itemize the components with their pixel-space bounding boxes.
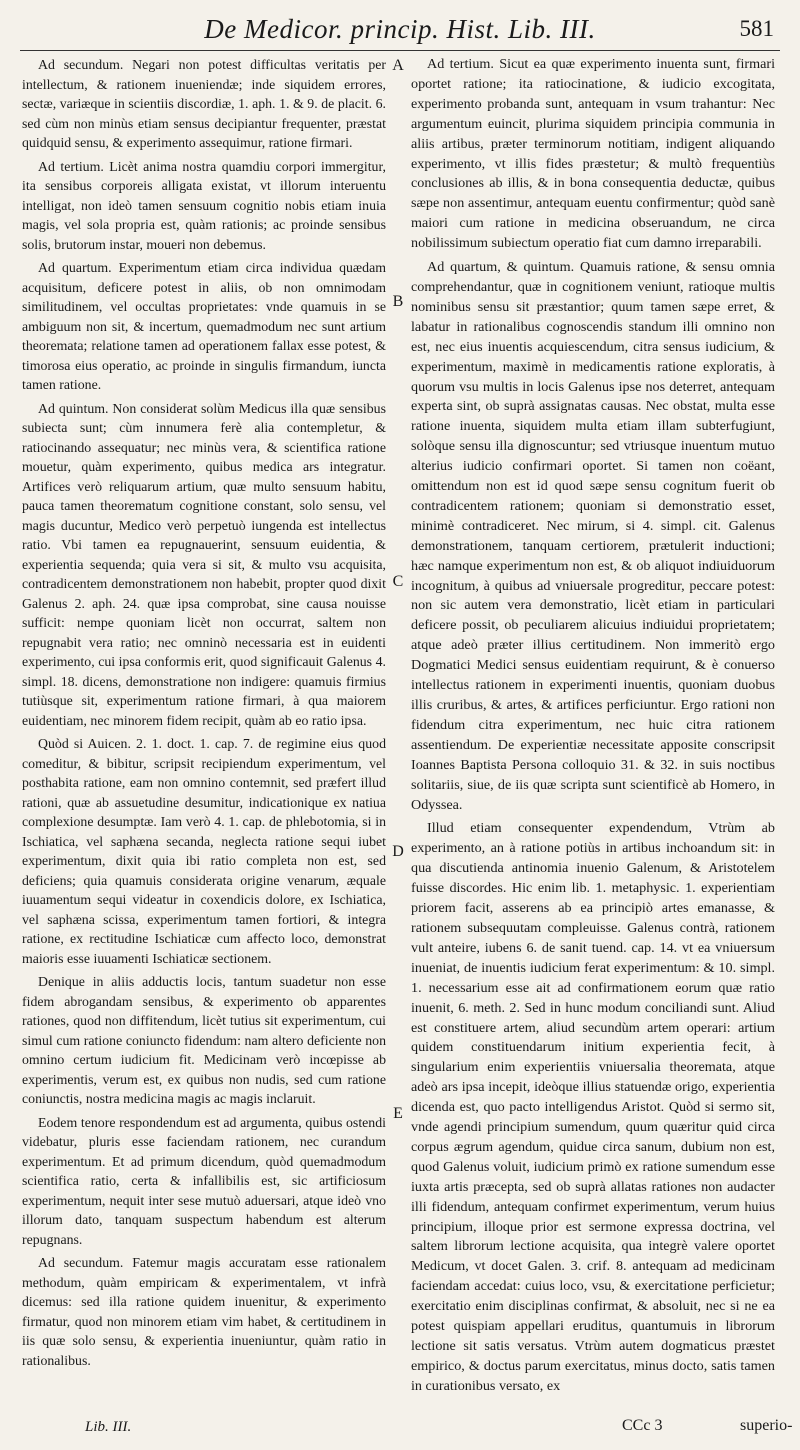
paragraph: Ad quartum, & quintum. Quamuis ratione, & sensu omnia comprehendantur, quæ in cognitionem veniunt, ratioque multis nominibus sensu sit præstantior; quum tamen sæpe erret, & labatur in rationalibus cognoscendis standum illi omnino non est, nec eius inuentis acquiescendum, citra sensus iudicium, & experimentum, maximè in medicamentis ratione exploratis, à quorum vsu multis in locis Galenus ipse nos deterret, antequam experta sint, ob suprà assignatas causas. Nec obstat, multa esse ratione inuenta, siquidem multa etiam illam subterfugiunt, solòque sensu illa dignoscuntur; sed vtriusque inuentum mutuo alterius iudicio confirmari oportet. Si tamen non coëant, omittendum non est id quod sæpe sensu cognitum fuerit ob contradicentem rationem; quoniam si demonstratio esset, minimè contradiceret. Nec mirum, si 4. simpl. cit. Galenus demonstrationem, tanquam certiorem, prætulerit inductioni; hæc namque experimentum non est, & ob aliquot indiuiduorum incognitum, à quibus ad vniuersale progreditur, peccare potest: non sic autem vera demonstratio, licèt etiam in particulari deficere possit, ob peculiarem alicuius indiuidui proprietatem; atque adeò præter illius certitudinem. Non immeritò ergo Dogmatici Medici sensus euidentiam requirunt, & è conuerso intellectus rationem in experimenti inuentis, quoniam duobus illis cruribus, & artes, & artifices perficiuntur. Ergo rationi non fidendum citra experimentum, nec huic citra rationem assentiendum. De experientiæ necessitate apposite conscripsit Ioannes Baptista Persona colloquio 31. & 32. in suis noctibus solitariis, siue, de iis quæ scripta sunt scientificè ab Homero, in Odyssea. <box>411 259 775 813</box>
catchword: superio- <box>740 1417 793 1434</box>
paragraph: Ad secundum. Negari non potest difficultas veritatis per intellectum, & rationem inueniendæ; inde siquidem errores, sectæ, variæque in scientiis discordiæ, 1. aph. 1. & 9. de placit. 6. sed cùm non minùs etiam sensus decipiantur frequenter, præstat quidquid sensu, & experimento assequimur, ratione firmari. <box>22 57 386 150</box>
paragraph: Quòd si Auicen. 2. 1. doct. 1. cap. 7. de regimine eius quod comeditur, & bibitur, scripsit recipiendum experimentum, vel posthabita ratione, eam non omnino contemnit, sed præfert illud rationi, quæ ab assuetudine desumitur, indicationique ex natiua complexione desumptæ. Iam verò 4. 1. cap. de phlebotomia, si in Ischiatica, vel saphæna secanda, neglecta ratione sequi iubet experimentum, dixit quia ibi ratio completa non est, sed deficiens; quia quamuis considerata origine venarum, æquale iuuamentum sequi videatur in coxendicis dolore, ex Ischiatica, vel saphæna scissa, experimentum tamen fortiori, & integra ratione, ex rectitudine Ischiaticæ cum affecto loco, demonstrat maioris esse iuuamenti Ischiaticæ sectionem. <box>22 736 386 966</box>
signature-mark: CCc 3 <box>622 1417 663 1434</box>
paragraph: Denique in aliis adductis locis, tantum suadetur non esse fidem abrogandam sensibus, & experimento ob apparentes rationes, quod non diffitendum, licèt tutius sit experimentum, cui simul cum ratione coniuncto fidendum: nam altero deficiente non omnino certum iudicium fit. Medicinam verò incœpisse ab experimentis, verum est, ex quibus non nudis, sed cum ratione coniunctis, nostra medicina magis ac magis inclaruit. <box>22 974 386 1106</box>
page-number: 581 <box>739 16 774 41</box>
running-title: De Medicor. princip. Hist. Lib. III. <box>204 14 596 44</box>
header-rule <box>20 50 780 51</box>
paragraph: Eodem tenore respondendum est ad argumenta, quibus ostendi videbatur, pluris esse faciendam rationem, nec curandum experimentum. Et ad primum dicendum, quòd quemadmodum scientifica ratio, certa & infallibilis est, sic artificiosum experimentum, nequit inter sese mutuò aduersari, atque ideò vno illorum dato, tanquam suspectum habendum est alterum repugnans. <box>22 1114 386 1247</box>
left-column <box>22 55 386 1374</box>
section-marker: E <box>393 1105 403 1122</box>
right-column <box>411 55 775 1401</box>
signature-line: Lib. III. <box>85 1419 132 1435</box>
section-marker: D <box>392 843 404 860</box>
paragraph: Ad tertium. Licèt anima nostra quamdiu corpori immergitur, ita sensibus corporeis alligata existat, vt illorum interuentu intelligat, non ideò tamen sensuum cognitio nobis etiam inuia magis, vel sola propria est, quàm rationis; ac proinde sensibus solis, brutorum instar, moueri non debemus. <box>22 158 386 252</box>
section-marker: A <box>392 57 404 74</box>
section-marker: C <box>392 573 404 590</box>
section-markers <box>384 55 408 1355</box>
paragraph: Ad tertium. Sicut ea quæ experimento inuenta sunt, firmari oportet ratione; ita ratiocinatione, & iudicio excogitata, experimento probanda sunt, antequam in vsum trahantur: Nec argumentum euincit, plurima siquidem principia communia in aliis artibus, præter terminorum notitiam, indigent aliquando experimento, vt illis fides præstetur; & multò frequentiùs conclusiones ab illis, & in bona consequentia deductæ, quibus sæpe non assentimur, antequam euentu confirmentur; quòd sanè maiori cum ratione in medicina obseruandum, ne circa nobilissimum subiectum operatio fiat cum damno irreparabili. <box>411 56 775 252</box>
paragraph: Ad quintum. Non considerat solùm Medicus illa quæ sensibus subiecta sunt; cùm innumera ferè alia contempletur, & ratiocinando assequatur; nec minùs vera, & scientifica ratione mouetur, quàm experimento, quibus medica ars integratur. Artifices verò reliquarum artium, quæ multo sensuum habitu, pauca tamen theorematum cognitione constant, solo sensu, vel magis ducuntur, Medico verò perpetuò iungenda est intellectus ratio. Vbi tamen ea repugnauerint, sensuum euidentia, & experientia sequenda; quia vera si sit, & multo vsu acquisita, contradicentem demonstrationem non habebit, propter quod dixit Galenus 2. aph. 24. quæ ipsa comprobat, sine causa nouisse sufficit: nempe quoniam licèt non occurrat, saltem non repugnabit vera ratio; nec omninò necessaria est in euidenti experimento, cui ipsa conformis erit, quod significauit Galenus 4. simpl. 18. dicens, demonstratione non indigere: quamuis firmius tutiùsque sit, experimentum ratione firmari, à qua maiorem euidentiam, nec minorem fidem recipit, quàm ab eo ratio ipsa. <box>22 400 386 728</box>
paragraph: Ad secundum. Fatemur magis accuratam esse rationalem methodum, quàm empiricam & experimentalem, vt infrà dicemus: sed illa ratione quidem inuenitur, & experimento firmatur, quod non minorem etiam vim habet, & certitudinem in iis quæ solo sensu, & experientia inueniuntur, quàm ratio in rationalibus. <box>22 1255 386 1368</box>
section-marker: B <box>392 293 404 310</box>
page-header <box>0 14 800 54</box>
paragraph: Illud etiam consequenter expendendum, Vtrùm ab experimento, an à ratione potiùs in artibus inchoandum sit: in qua discutienda antinomia inuenio Galenum, & Aristotelem fuisse discordes. Hic enim lib. 1. metaphysic. 1. experientiam priorem facit, asserens ab ea principiò artes emanasse, & rationem subsequutam compleuisse. Galenus contrà, rationem vult anteire, iubens 6. de sanit tuend. cap. 14. vt ea vniuersum inueniat, de inuentis iudicium ferat experimentum: & 10. simpl. 1. necessarium esse ait ad confirmationem eorum quæ ratio inuenit, 6. meth. 2. Sed in hunc modum conciliandi sunt. Aliud est constituere artem, aliud secundùm artem operari: artium quidem constituendarum initium experientia fecit, à singularium enim experientiis vniuersalia theoremata, atque adeò ars ipsa incepit, ideòque illius statuendæ origo, experientia dicenda est, quo pacto intelligendus Aristot. Quòd si sermo sit, vnde agendi principium sumendum, quum quæritur quid circa corpus ægrum agendum, quidue circa sanum, dubium non est, quod Galenus voluit, iudicium primò ex ratione sumendum esse iuxta artis præcepta, sed ob suprà allatas rationes non audacter illi fidendum, antequam confirmet experimentum, verum huius principium, illoque prior est sermone expressa doctrina, vel saltem librorum lectione acquisita, qua integrè valere oportet Medicum, vt docet Galen. 3. crif. 8. antequam ad medicinam faciendam accedat: cuius loco, vsu, & exercitatione perficietur; exercitatio enim disciplinas confirmat, & absoluit, nec si ne ea potest quispiam appellari eruditus, quantumuis in librorum lectione sit satis versatus. Vtrùm autem dogmaticus præstet empirico, & doctus parum exercitatus, minus docto, satis tamen in curationibus versato, ex <box>411 820 775 1394</box>
paragraph: Ad quartum. Experimentum etiam circa individua quædam acquisitum, deficere potest in aliis, ob non omnimodam similitudinem, vel occultas proprietates: vnde quamuis in se ambiguum non sit, & incertum, quemadmodum nec sunt artium theoremata; relatione tamen ad operationem fallax esse potest, & timorosa eius operatio, ac proinde in singulis firmandum, iuncta tamen ratione. <box>22 260 386 392</box>
